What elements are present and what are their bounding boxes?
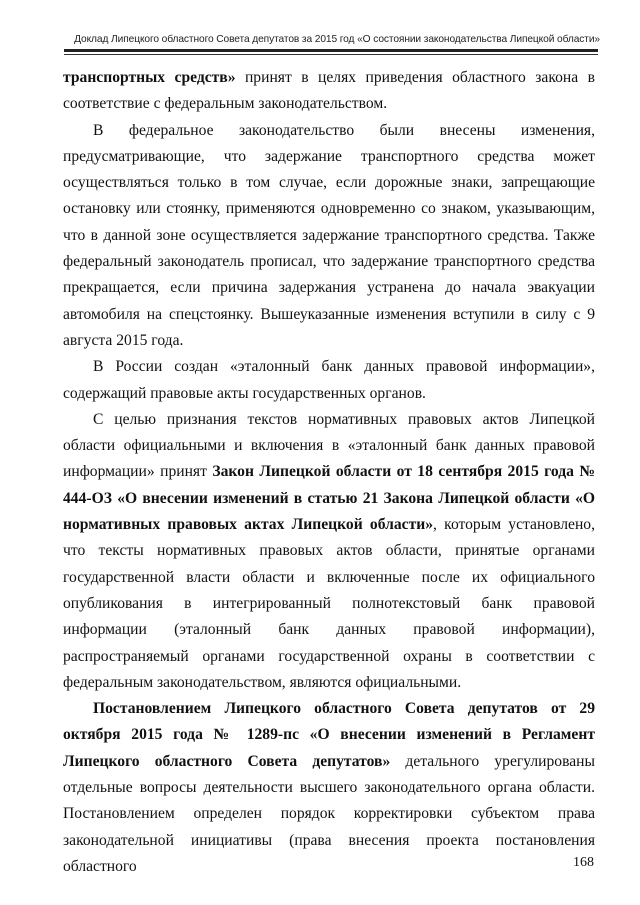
- bold-run: транспортных средств»: [63, 69, 236, 86]
- resolution-citation: Постановлением Липецкого областного Совета депутатов от 29 октября 2015 года № 1289-пс «О внесении изменений в Регламент Липецкого областного Совета депутатов»: [63, 700, 595, 770]
- text-run: , которым установлено, что тексты нормативных правовых актов области, принятые органами государственной власти области и включенные после их официального опубликования в интегрированный полнотекстовый банк правовой информации (эталонный банк данных правовой информации), распространяемый органами государственной охраны в соответствии с федеральным законодательством, являются официальными.: [63, 516, 595, 691]
- text-run: детального урегулированы отдельные вопросы деятельности высшего законодательного органа области. Постановлением определен порядок корректировки субъектом права законодательной инициативы (права внесения проекта постановления областного: [63, 752, 595, 875]
- document-body: [63, 65, 595, 880]
- running-header: Доклад Липецкого областного Совета депутатов за 2015 год «О состоянии законодательства Липецкой области»: [74, 34, 600, 45]
- text-run: В России создан «эталонный банк данных правовой информации», содержащий правовые акты государственных органов.: [63, 358, 595, 402]
- header-rule-thin: [64, 54, 598, 55]
- law-citation: Закон Липецкой области от 18 сентября 2015 года № 444-ОЗ «О внесении изменений в статью 21 Закона Липецкой области «О нормативных правовых актах Липецкой области»: [63, 463, 595, 534]
- paragraph-4: [63, 407, 595, 696]
- text-run: В федеральное законодательство были внесены изменения, предусматривающие, что задержание транспортного средства может осуществляться только в том случае, если дорожные знаки, запрещающие остановку или стоянку, применяются одновременно со знаком, указывающим, что в данной зоне осуществляется задержание транспортного средства. Также федеральный законодатель прописал, что задержание транспортного средства прекращается, если причина задержания устранена до начала эвакуации автомобиля на спецстоянку. Вышеуказанные изменения вступили в силу с 9 августа 2015 года.: [63, 121, 595, 349]
- header-rule-thick: [64, 49, 598, 52]
- text-run: С целью признания текстов нормативных правовых актов Липецкой области официальными и включения в «эталонный банк данных правовой информации» принят: [63, 410, 595, 481]
- paragraph-2: [63, 118, 595, 355]
- paragraph-5: [63, 696, 595, 880]
- paragraph-1: [63, 65, 595, 118]
- paragraph-3: [63, 354, 595, 407]
- page-number: 168: [573, 855, 594, 870]
- text-run: принят в целях приведения областного закона в соответствие с федеральным законодательством.: [63, 69, 595, 113]
